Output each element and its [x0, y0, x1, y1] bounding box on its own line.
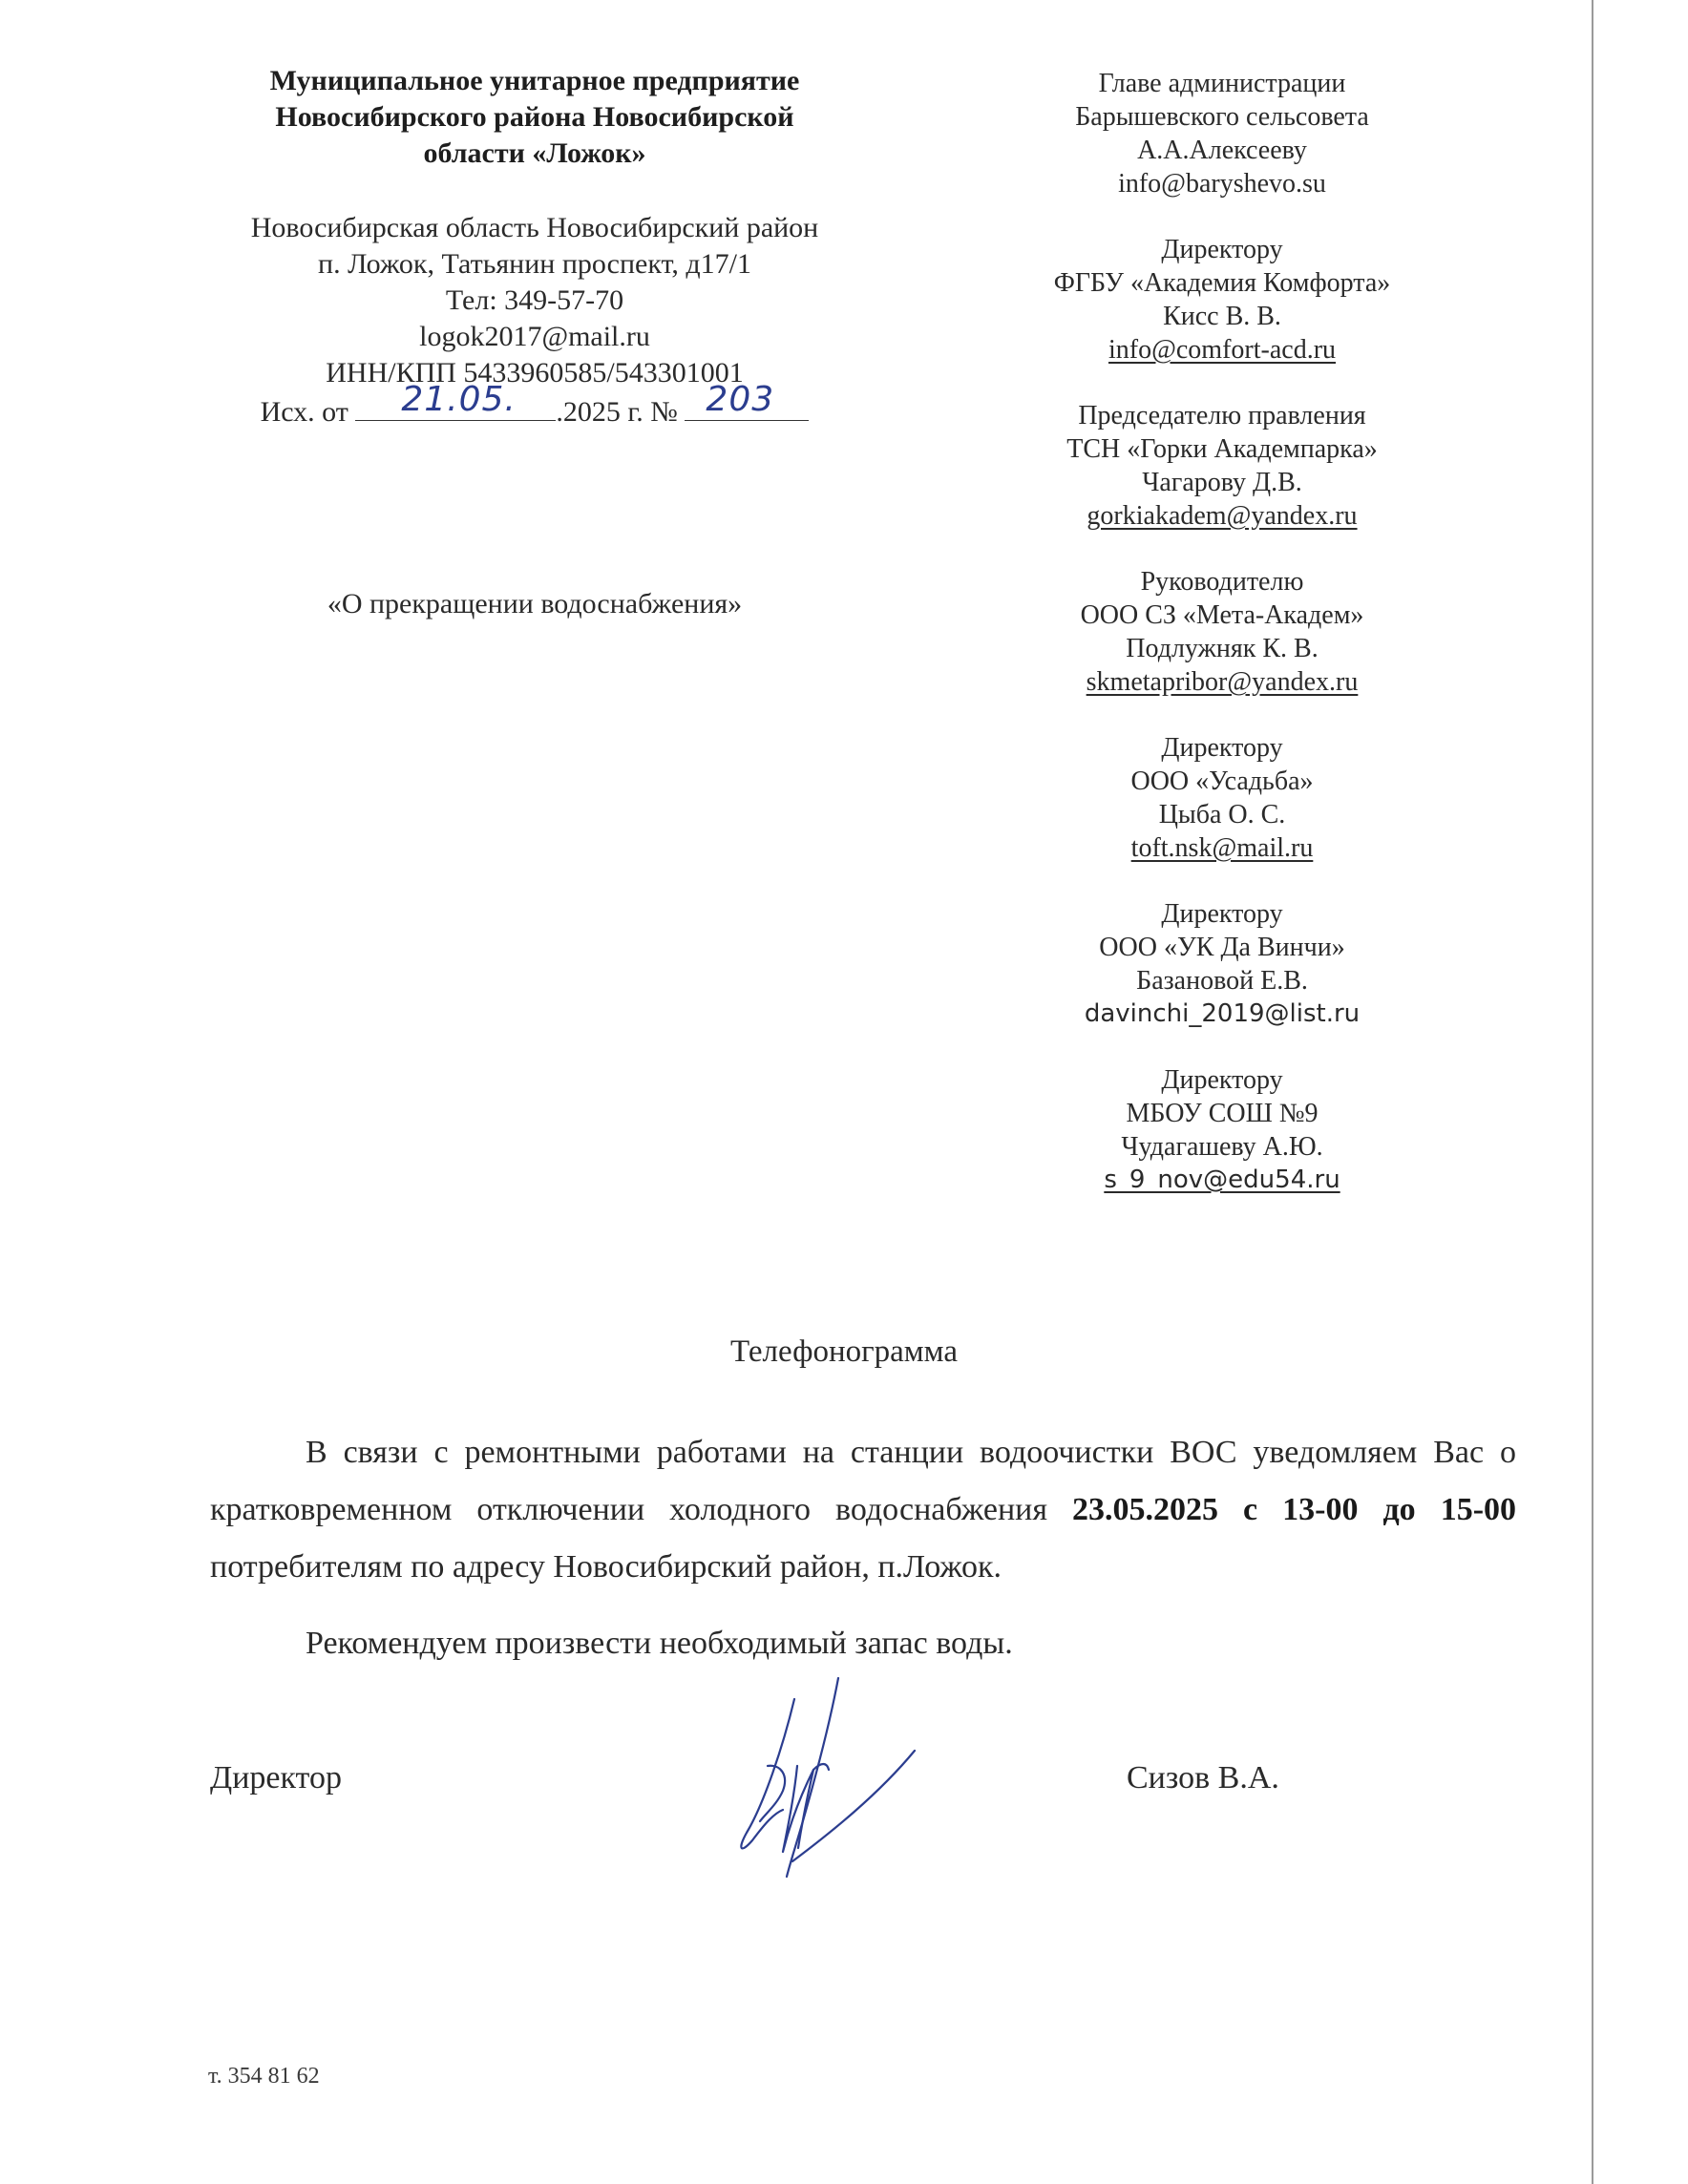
recipient-name: А.А.Алексееву	[1137, 136, 1307, 165]
body-text-intro: В связи с ремонтными работами на станции водоочистки ВОС уведомляем Вас о кратковременном отключении холодного водоснабжения	[210, 1435, 1516, 1527]
letter-body	[210, 1424, 1516, 1672]
recipient-name: Цыба О. С.	[1158, 800, 1286, 830]
recipient-org: ФГБУ «Академия Комфорта»	[1053, 268, 1391, 298]
recipient-position: Директору	[1161, 733, 1283, 763]
outgoing-date-blank	[355, 380, 556, 421]
recipient-position: Директору	[1161, 899, 1283, 929]
recipient-2	[983, 233, 1461, 367]
recipient-7	[983, 1063, 1461, 1197]
body-outage-date: 23.05.2025	[1072, 1492, 1219, 1527]
recipient-3	[983, 399, 1461, 533]
sender-email: logok2017@mail.ru	[419, 321, 650, 352]
recipient-name: Чудагашеву А.Ю.	[1121, 1132, 1323, 1162]
recipient-name: Чагарову Д.В.	[1142, 468, 1302, 497]
signatory-role: Директор	[210, 1760, 342, 1796]
recipient-email: toft.nsk@mail.ru	[1130, 833, 1314, 863]
recipient-position: Главе администрации	[1098, 69, 1346, 98]
recipient-5	[983, 731, 1461, 865]
footer-phone: т. 354 81 62	[208, 2064, 320, 2089]
recipient-org: Барышевского сельсовета	[1075, 102, 1369, 132]
body-text-address: потребителям по адресу Новосибирский район, п.Ложок.	[210, 1549, 1002, 1585]
recipient-name: Базановой Е.В.	[1136, 966, 1308, 996]
document-title: Телефонограмма	[730, 1334, 958, 1369]
recipient-name: Подлужняк К. В.	[1126, 634, 1319, 663]
outgoing-number-handwritten: 203	[706, 380, 775, 419]
sender-phone: Тел: 349-57-70	[445, 284, 624, 316]
scan-edge-line	[1592, 0, 1593, 2184]
handwritten-signature	[707, 1670, 955, 1895]
outgoing-number-blank	[685, 380, 809, 421]
sender-inn-kpp: ИНН/КПП 5433960585/543301001	[326, 357, 744, 388]
sender-org-name-line-3: области «Ложок»	[423, 137, 646, 169]
signatory-name: Сизов В.А.	[1127, 1760, 1279, 1796]
sender-org-name-line-2: Новосибирского района Новосибирской	[275, 101, 794, 133]
recipient-position: Председателю правления	[1078, 401, 1366, 430]
sender-address-line-2: п. Ложок, Татьянин проспект, д17/1	[318, 248, 751, 280]
recipient-1	[983, 67, 1461, 200]
outgoing-prefix: Исх. от	[260, 396, 348, 428]
recipient-email: davinchi_2019@list.ru	[1084, 999, 1361, 1028]
recipients-block	[983, 67, 1461, 1229]
outgoing-date-handwritten: 21.05.	[401, 380, 517, 419]
body-outage-time: с 13-00 до 15-00	[1243, 1492, 1517, 1527]
body-paragraph-2: Рекомендуем произвести необходимый запас воды.	[306, 1626, 1013, 1661]
recipient-email: info@comfort-acd.ru	[1108, 335, 1337, 365]
recipient-4	[983, 565, 1461, 699]
recipient-org: ООО СЗ «Мета-Академ»	[1080, 600, 1364, 630]
recipient-org: ООО «УК Да Винчи»	[1099, 933, 1345, 962]
body-paragraph-1	[210, 1424, 1516, 1596]
outgoing-year-number-label: .2025 г. №	[556, 396, 678, 428]
sender-address-line-1: Новосибирская область Новосибирский район	[250, 212, 819, 243]
recipient-org: МБОУ СОШ №9	[1126, 1099, 1319, 1128]
letter-subject: «О прекращении водоснабжения»	[327, 588, 743, 620]
recipient-position: Директору	[1161, 235, 1283, 264]
recipient-position: Руководителю	[1140, 567, 1304, 597]
recipient-email: s_9_nov@edu54.ru	[1104, 1166, 1340, 1194]
recipient-org: ТСН «Горки Академпарка»	[1066, 434, 1378, 464]
recipient-email: info@baryshevo.su	[1118, 169, 1326, 199]
recipient-email: skmetapribor@yandex.ru	[1086, 667, 1359, 697]
recipient-email: gorkiakadem@yandex.ru	[1087, 501, 1358, 531]
signature-scribble	[707, 1670, 955, 1890]
recipient-name: Кисс В. В.	[1163, 302, 1281, 331]
sender-org-name-line-1: Муниципальное унитарное предприятие	[269, 65, 800, 96]
recipient-position: Директору	[1161, 1065, 1283, 1095]
recipient-6	[983, 897, 1461, 1031]
sender-block	[220, 63, 850, 430]
outgoing-reference	[220, 380, 850, 430]
recipient-org: ООО «Усадьба»	[1130, 766, 1314, 796]
